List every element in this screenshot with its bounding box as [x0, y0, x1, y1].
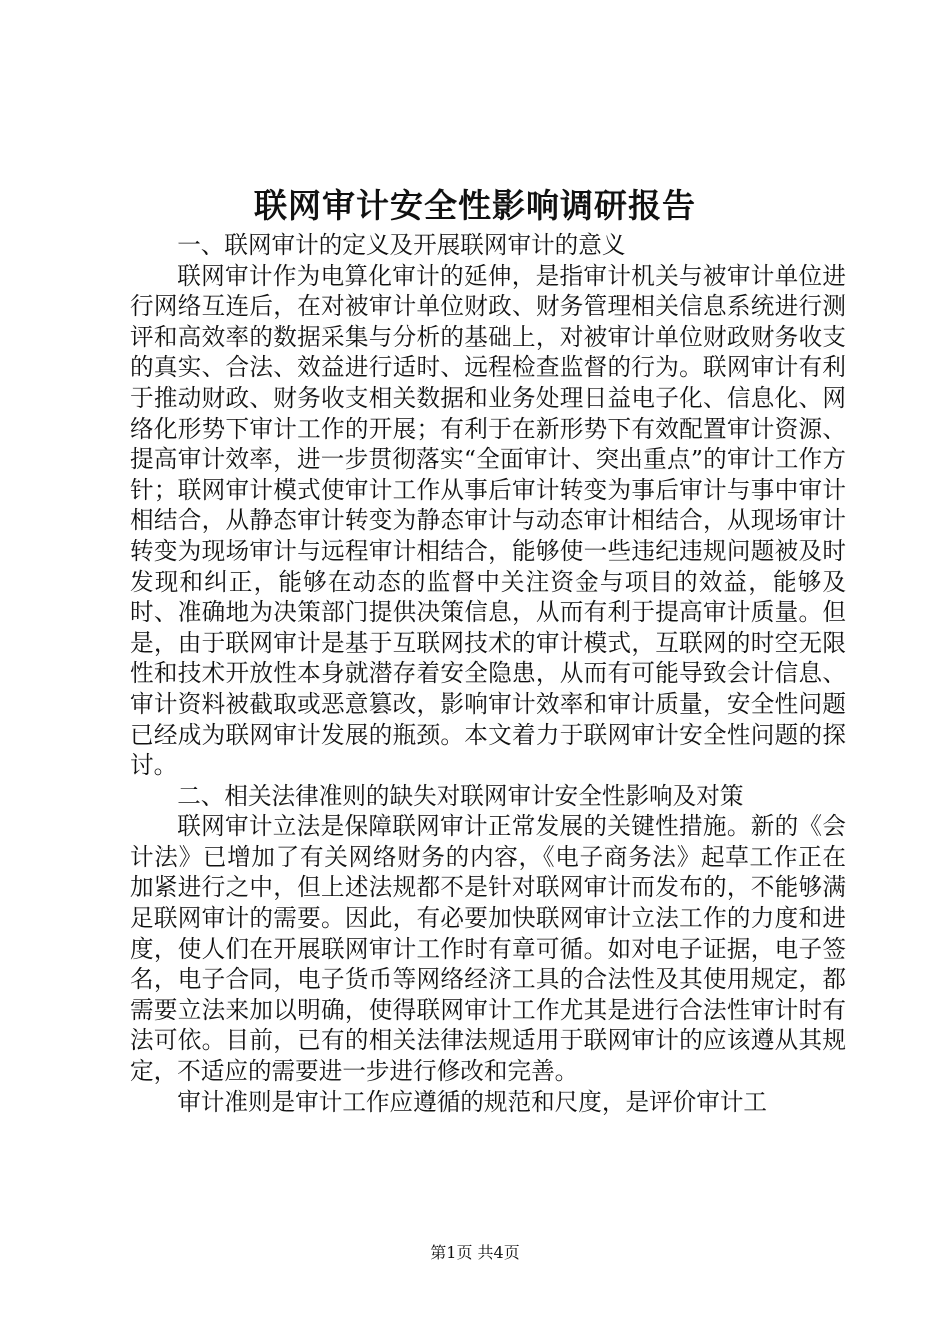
document-title: 联网审计安全性影响调研报告	[254, 186, 696, 225]
body-paragraph-3: 审计准则是审计工作应遵循的规范和尺度，是评价审计工	[177, 1087, 768, 1116]
body-paragraph-2: 联网审计立法是保障联网审计正常发展的关键性措施。新的《会计法》已增加了有关网络财务的内容，《电子商务法》起草工作正在加紧进行之中，但上述法规都不是针对联网审计而发布的，不能够满足联网审计的需要。因此，有必要加快联网审计立法工作的力度和进度，使人们在开展联网审计工作时有章可循。如对电子证据，电子签名，电子合同，电子货币等网络经济工具的合法性及其使用规定，都需要立法来加以明确，使得联网审计工作尤其是进行合法性审计时有法可依。目前，已有的相关法律法规适用于联网审计的应该遵从其规定，不适应的需要进一步进行修改和完善。	[130, 812, 846, 1086]
body-paragraph-1: 联网审计作为电算化审计的延伸，是指审计机关与被审计单位进行网络互连后，在对被审计单位财政、财务管理相关信息系统进行测评和高效率的数据采集与分析的基础上，对被审计单位财政财务收支的真实、合法、效益进行适时、远程检查监督的行为。联网审计有利于推动财政、财务收支相关数据和业务处理日益电子化、信息化、网络化形势下审计工作的开展；有利于在新形势下有效配置审计资源、提高审计效率，进一步贯彻落实“全面审计、突出重点”的审计工作方针；联网审计模式使审计工作从事后审计转变为事后审计与事中审计相结合，从静态审计转变为静态审计与动态审计相结合，从现场审计转变为现场审计与远程审计相结合，能够使一些违纪违规问题被及时发现和纠正，能够在动态的监督中关注资金与项目的效益，能够及时、准确地为决策部门提供决策信息，从而有利于提高审计质量。但是，由于联网审计是基于互联网技术的审计模式，互联网的时空无限性和技术开放性本身就潜存着安全隐患，从而有可能导致会计信息、审计资料被截取或恶意篡改，影响审计效率和审计质量，安全性问题已经成为联网审计发展的瓶颈。本文着力于联网审计安全性问题的探讨。	[130, 261, 846, 780]
section-heading-1: 一、联网审计的定义及开展联网审计的意义	[177, 231, 626, 259]
page-footer: 第1页 共4页	[430, 1243, 520, 1262]
document-body	[130, 230, 846, 1117]
section-heading-2: 二、相关法律准则的缺失对联网审计安全性影响及对策	[177, 781, 744, 810]
